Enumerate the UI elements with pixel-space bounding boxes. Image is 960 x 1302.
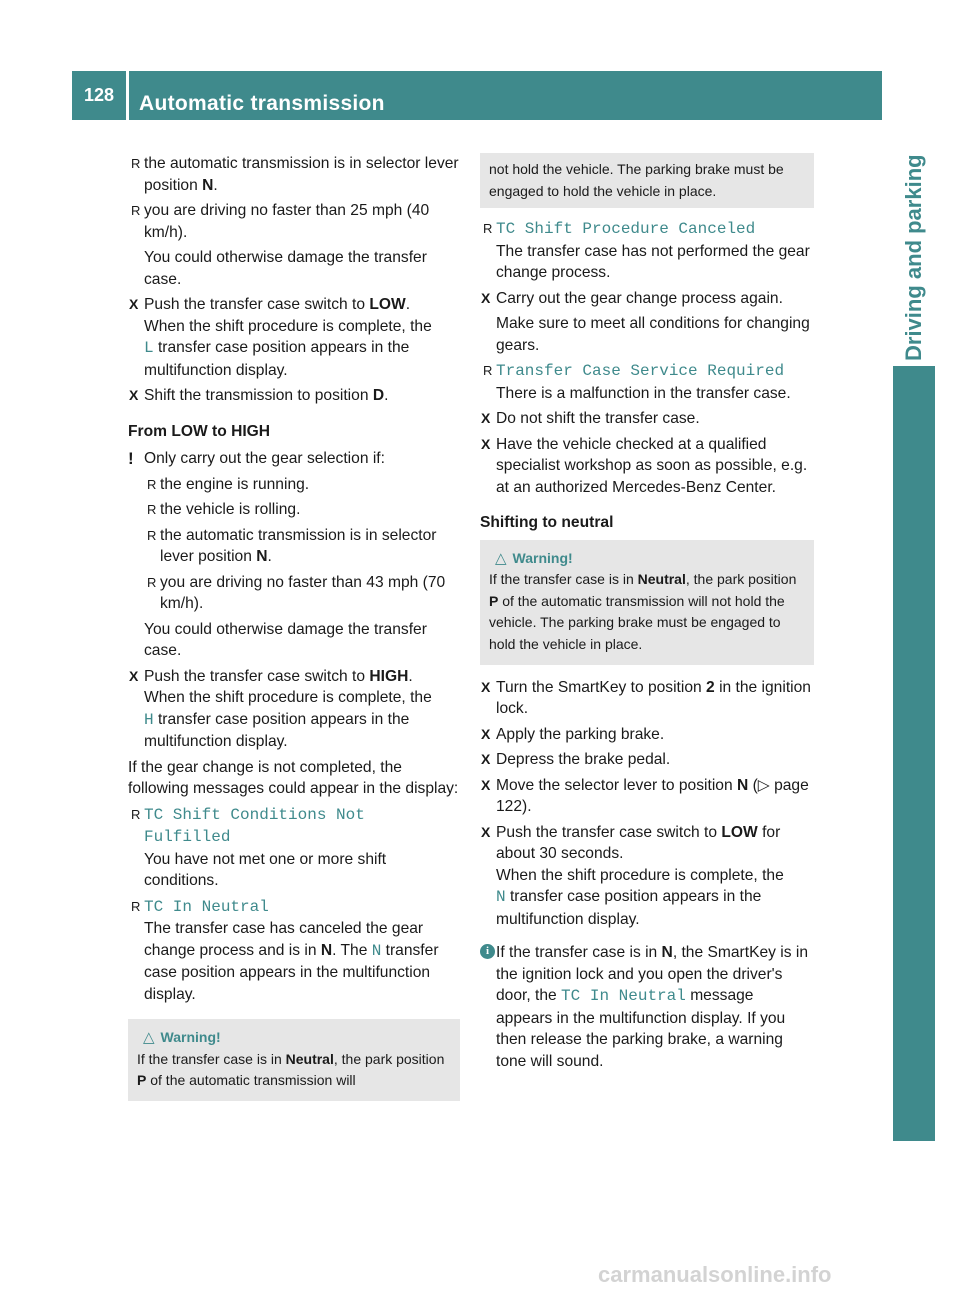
- display-code: TC In Neutral: [561, 987, 686, 1006]
- info-icon: i: [480, 944, 495, 959]
- info-note: i If the transfer case is in N, the SmartKey is in the ignition lock and you open the driver's door, the TC In Neutral message appears in the multifunction display. If you then release the parking brake, a warning tone will sound.: [480, 942, 814, 1072]
- action-step: X Move the selector lever to position N (▷ page 122).: [481, 776, 809, 816]
- action-arrow-icon: X: [481, 435, 491, 452]
- bullet-icon: R: [131, 203, 141, 218]
- list-item: R the engine is running.: [144, 474, 460, 496]
- display-code: TC Shift Procedure Canceled: [496, 220, 756, 239]
- list-item: R Transfer Case Service Required There is a malfunction in the transfer case.: [483, 362, 791, 402]
- action-arrow-icon: X: [129, 667, 139, 684]
- caution-note: ! Only carry out the gear selection if:: [128, 449, 385, 468]
- warning-box: [128, 1019, 460, 1101]
- warning-title: △ Warning!: [495, 549, 573, 567]
- bullet-icon: R: [147, 502, 157, 517]
- warning-box-continued: [480, 153, 814, 208]
- action-step: X Push the transfer case switch to LOW. When the shift procedure is complete, the L transfer case position appears in the multifunction display.: [129, 296, 432, 379]
- side-tab: [893, 71, 935, 1141]
- list-item: R TC Shift Conditions Not Fulfilled You have not met one or more shift conditions.: [131, 805, 387, 889]
- warning-text: not hold the vehicle. The parking brake must be engaged to hold the vehicle in place.: [489, 161, 784, 199]
- display-code: L: [144, 339, 154, 357]
- list-item: R TC Shift Procedure Canceled The transfer case has not performed the gear change process.: [483, 220, 810, 282]
- bullet-icon: R: [483, 221, 493, 237]
- header-separator: [126, 71, 129, 120]
- action-step: X Have the vehicle checked at a qualified specialist workshop as soon as possible, e.g. at an authorized Mercedes-Benz Center.: [481, 435, 808, 496]
- display-code: H: [144, 710, 154, 729]
- action-arrow-icon: X: [481, 751, 491, 768]
- warning-triangle-icon: △: [143, 1029, 155, 1046]
- page-number: 128: [83, 85, 115, 105]
- list-item: R you are driving no faster than 25 mph (40 km/h).: [131, 202, 430, 241]
- left-column: [128, 153, 460, 1101]
- bullet-icon: R: [147, 527, 157, 543]
- list-item: R the automatic transmission is in selector lever position N.: [147, 526, 437, 565]
- paragraph: If the gear change is not completed, the following messages could appear in the display:: [128, 758, 459, 797]
- section-heading: From LOW to HIGH: [128, 422, 271, 440]
- bullet-icon: R: [131, 806, 141, 822]
- warning-text: If the transfer case is in Neutral, the park position P of the automatic transmission will: [137, 1050, 445, 1089]
- action-step: X Push the transfer case switch to LOW for about 30 seconds. When the shift procedure is complete, the N transfer case position appears in the multifunction display.: [481, 823, 784, 928]
- action-arrow-icon: X: [481, 725, 491, 742]
- action-step: X Turn the SmartKey to position 2 in the ignition lock.: [481, 678, 811, 718]
- action-arrow-icon: X: [129, 387, 139, 403]
- action-arrow-icon: X: [481, 289, 491, 306]
- warning-box: [480, 540, 814, 665]
- action-step: X Do not shift the transfer case.: [480, 408, 814, 430]
- paragraph: You could otherwise damage the transfer case.: [144, 620, 427, 659]
- bullet-icon: R: [147, 574, 157, 590]
- list-item: R the vehicle is rolling.: [144, 499, 460, 521]
- bullet-icon: R: [483, 363, 493, 379]
- bullet-icon: R: [147, 476, 157, 492]
- warning-title: △ Warning!: [143, 1029, 221, 1046]
- right-column: [480, 153, 814, 1076]
- action-arrow-icon: X: [481, 823, 491, 840]
- side-tab-label: Driving and parking: [901, 154, 926, 361]
- list-item: R TC In Neutral The transfer case has canceled the gear change process and is in N. The N transfer case position appears in the multifunction display.: [131, 897, 439, 1003]
- display-code: N: [496, 888, 506, 907]
- action-arrow-icon: X: [481, 776, 491, 793]
- paragraph: Make sure to meet all conditions for changing gears.: [496, 315, 810, 354]
- display-code: TC Shift Conditions Not Fulfilled: [144, 805, 365, 846]
- list-item: R you are driving no faster than 43 mph (70 km/h).: [147, 573, 446, 612]
- section-heading: Shifting to neutral: [480, 514, 614, 532]
- warning-text: If the transfer case is in Neutral, the park position P of the automatic transmission will not hold the vehicle. The parking brake must be engaged to hold the vehicle in place.: [489, 571, 797, 653]
- bullet-icon: R: [131, 156, 141, 171]
- action-step: X Push the transfer case switch to HIGH. When the shift procedure is complete, the H transfer case position appears in the multifunction display.: [129, 667, 432, 750]
- paragraph: You could otherwise damage the transfer case.: [144, 249, 427, 288]
- action-step: X Depress the brake pedal.: [480, 749, 814, 771]
- action-step: X Shift the transmission to position D.: [128, 385, 460, 407]
- action-arrow-icon: X: [129, 296, 139, 312]
- bullet-icon: R: [131, 898, 141, 914]
- display-code: TC In Neutral: [144, 897, 269, 916]
- watermark: carmanualsonline.info: [598, 1262, 832, 1287]
- action-step: X Apply the parking brake.: [480, 724, 814, 746]
- action-step: X Carry out the gear change process again.: [480, 288, 814, 310]
- page-title: Automatic transmission: [139, 92, 385, 115]
- side-tab-block: [893, 366, 935, 1141]
- warning-triangle-icon: △: [495, 549, 507, 567]
- display-code: N: [371, 941, 382, 960]
- action-arrow-icon: X: [481, 678, 491, 695]
- list-item: R the automatic transmission is in selector lever position N.: [131, 155, 459, 194]
- caution-icon: !: [128, 449, 134, 468]
- action-arrow-icon: X: [481, 410, 491, 427]
- display-code: Transfer Case Service Required: [496, 362, 785, 381]
